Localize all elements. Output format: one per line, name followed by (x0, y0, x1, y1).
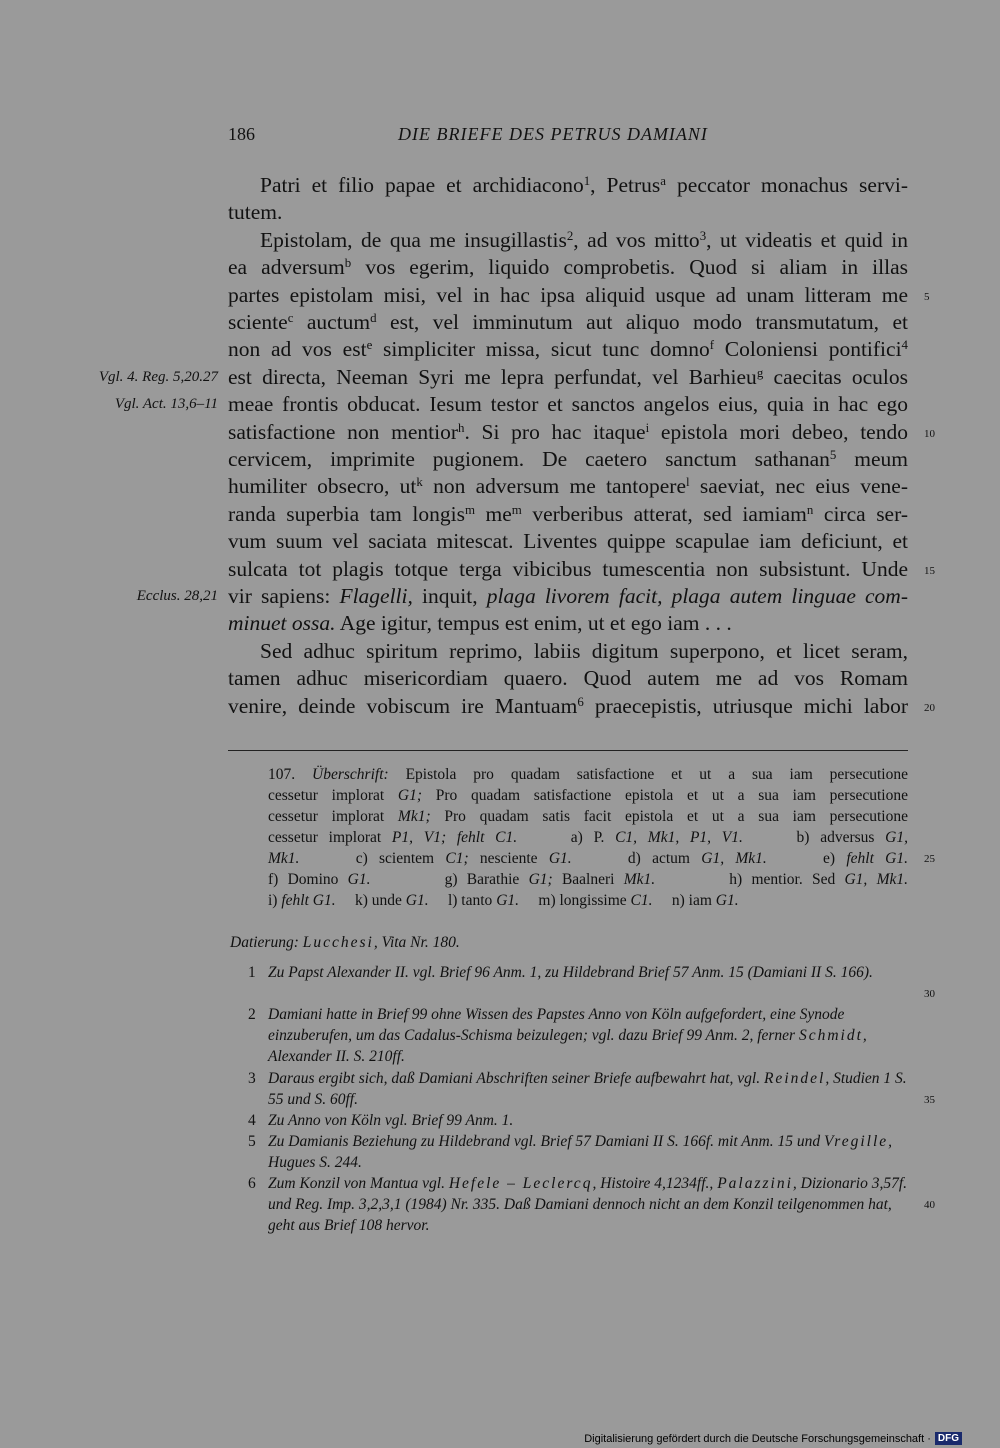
body-line: meae frontis obducat. Iesum testor et sanctos angelos eius, quia in hac ego (228, 392, 908, 417)
body-line: tamen adhuc misericordiam quaero. Quod autem me ad vos Romam (228, 666, 908, 691)
note-text: Damiani hatte in Brief 99 ohne Wissen des Papstes Anno von Köln aufgefordert, eine Synode einzuberufen, um das Cadalus-Schisma beizulegen; vgl. dazu Brief 99 Anm. 2, ferner Schmidt, Alexander II. S. 210ff. (268, 1006, 867, 1065)
body-line: randa superbia tam longis$^m$ $me^m$ verberibus atterat, sed iamiam$^n$ circa ser- (228, 501, 908, 526)
body-line: tutem. (228, 200, 283, 225)
running-title: DIE BRIEFE DES PETRUS DAMIANI (398, 124, 708, 144)
note-text: Zum Konzil von Mantua vgl. Hefele – Leclercq, Histoire 4,1234ff., Palazzini, Dizionario 3,57f. und Reg. Imp. 3,2,3,1 (1984) Nr. 335. Daß Damiani dennoch nicht an dem Konzil teilgenommen hat, geht aus Brief 108 hervor. (268, 1175, 907, 1234)
line-number: 10 (924, 427, 935, 440)
note-text: Zu Papst Alexander II. vgl. Brief 96 Anm. 1, zu Hildebrand Brief 57 Anm. 15 (Damiani II S. 166). (268, 964, 873, 981)
dfg-logo: DFG (935, 1432, 962, 1445)
line-number: 40 (924, 1199, 935, 1211)
body-line: Sed adhuc spiritum reprimo, labiis digitum superpono, et licet seram, (260, 638, 908, 663)
apparatus-line: f) Domino G1. g) Barathie G1; Baalneri Mk1. h) mentior. Sed G1, Mk1. (268, 871, 908, 888)
body-line: partes epistolam misi, vel in hac ipsa aliquid usque ad unam litteram me (228, 282, 908, 307)
commentary-note (248, 1110, 908, 1131)
apparatus-line: 107. Überschrift: Epistola pro quadam satisfactione et ut a sua iam persecutione (268, 766, 908, 783)
note-text: Zu Anno von Köln vgl. Brief 99 Anm. 1. (268, 1112, 514, 1129)
apparatus-line: cessetur implorat Mk1; Pro quadam satis facit epistola et ut a sua iam persecutione (268, 808, 908, 825)
body-line: non ad vos est$^e$ simpliciter missa, sicut tunc domno$^f$ Coloniensi pontifici$^4$ (228, 337, 908, 362)
body-line: vir sapiens: Flagelli, inquit, plaga livorem facit, plaga autem linguae com- (228, 584, 908, 608)
commentary-note (248, 962, 908, 983)
body-line: minuet ossa. Age igitur, tempus est enim, ut et ego iam . . . (228, 611, 732, 636)
body-line: ea adversum$^b$ vos egerim, liquido comprobetis. Quod si aliam in illas (228, 255, 908, 280)
note-number: 6 (248, 1175, 256, 1192)
commentary-note (248, 1131, 908, 1173)
apparatus-line: cessetur implorat P1, V1; fehlt C1. a) P. C1, Mk1, P1, V1. b) adversus G1, (268, 829, 908, 846)
apparatus-line: i) fehlt G1. k) unde G1. l) tanto G1. m) longissime C1. n) iam G1. (268, 892, 739, 909)
note-text: Daraus ergibt sich, daß Damiani Abschriften seiner Briefe aufbewahrt hat, vgl. Reindel, Studien 1 S. 55 und S. 60ff. (268, 1070, 907, 1108)
margin-reference: Vgl. Act. 13,6–11 (114, 396, 218, 413)
body-line: venire, deinde vobiscum ire Mantuam$^6$ praecepistis, utriusque michi labor (228, 693, 908, 718)
body-line: sciente$^c$ auctum$^d$ est, vel imminutum aut aliquo modo transmutatum, et (228, 310, 908, 334)
line-number: 5 (924, 290, 930, 303)
note-number: 4 (248, 1112, 256, 1129)
body-line: humiliter obsecro, $ut^k$ non adversum me tantopere$^l$ saeviat, nec eius vene- (228, 474, 909, 499)
line-number: 30 (924, 988, 935, 1000)
dating-note: Datierung: Lucchesi, Vita Nr. 180. (230, 934, 460, 951)
body-line: cervicem, imprimite pugionem. De caetero sanctum sathanan$^5$ meum (228, 447, 908, 471)
note-number: 1 (248, 964, 256, 981)
body-line: Epistolam, de qua me insugillastis$^2$, ad vos mitto$^3$, ut videatis et quid in (260, 227, 908, 252)
footnote-rule (228, 750, 908, 751)
page-number: 186 (228, 124, 255, 144)
commentary-note (248, 1004, 908, 1067)
footer-text: Digitalisierung gefördert durch die Deutsche Forschungsgemeinschaft · (584, 1432, 931, 1445)
line-number: 20 (924, 701, 935, 714)
body-line: sulcata tot plagis totque terga vibicibus tumescentia non subsistunt. Unde (228, 556, 908, 581)
note-number: 5 (248, 1133, 256, 1150)
note-text: Zu Damianis Beziehung zu Hildebrand vgl. Brief 57 Damiani II S. 166f. mit Anm. 15 und Vregille, Hugues S. 244. (268, 1133, 893, 1171)
body-line: est directa, Neeman Syri me lepra perfundat, vel Barhieu$^g$ caecitas oculos (228, 364, 908, 389)
line-number: 35 (924, 1094, 935, 1106)
line-number: 25 (924, 853, 935, 865)
body-line: vum suum vel saciata mitescat. Liventes quippe scapulae iam deficiunt, et (228, 529, 908, 554)
commentary-note (248, 1173, 908, 1236)
line-number: 15 (924, 564, 935, 577)
apparatus-line: Mk1. c) scientem C1; nesciente G1. d) actum G1, Mk1. e) fehlt G1. (268, 850, 908, 867)
commentary-note (248, 1068, 908, 1110)
margin-reference: Vgl. 4. Reg. 5,20.27 (98, 368, 218, 385)
apparatus-line: cessetur implorat G1; Pro quadam satisfactione epistola et ut a sua iam persecutione (268, 787, 908, 804)
footer (584, 1432, 962, 1445)
note-number: 3 (248, 1070, 256, 1087)
note-number: 2 (248, 1006, 256, 1023)
margin-reference: Ecclus. 28,21 (136, 588, 218, 604)
body-line: satisfactione non mentior$^h$. Si pro hac itaque$^i$ epistola mori debeo, tendo (228, 419, 908, 444)
body-line: Patri et filio papae et archidiacono$^1$, Petrus$^a$ peccator monachus servi- (260, 173, 909, 197)
